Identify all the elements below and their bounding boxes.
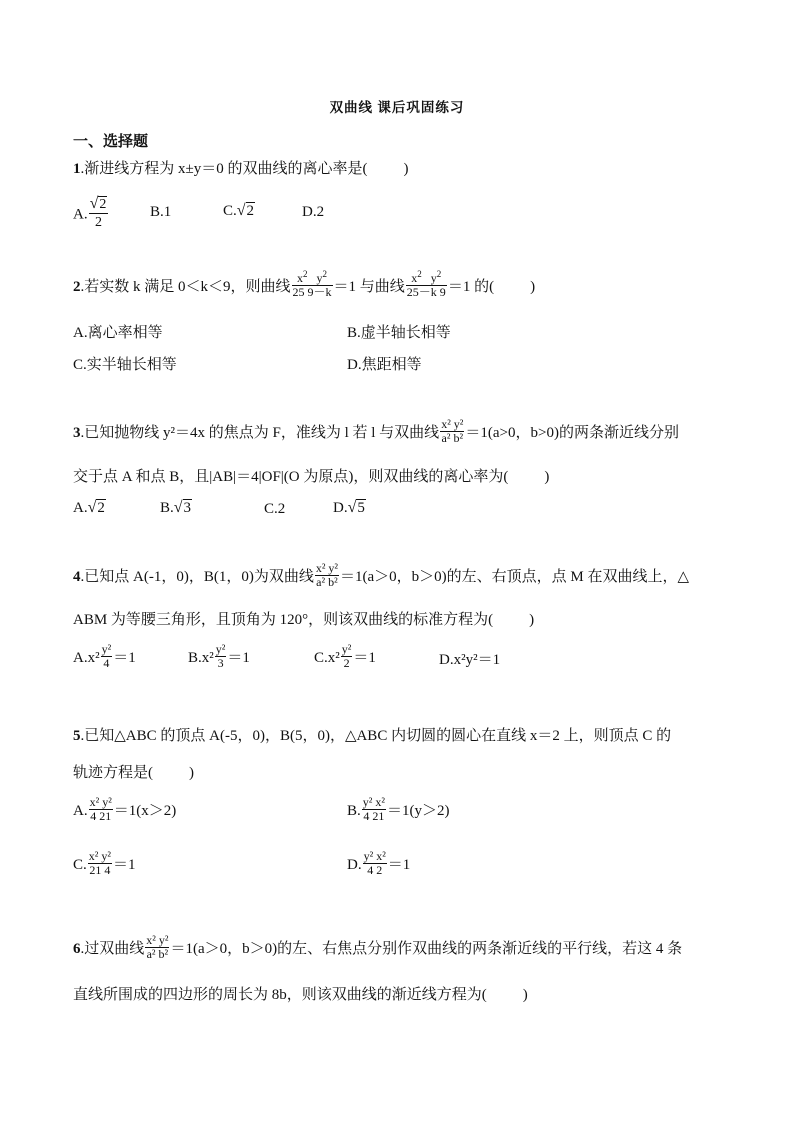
section-heading: 一、选择题 <box>73 134 149 150</box>
question-6-line-2: 直线所围成的四边形的周长为 8b，则该双曲线的渐近线方程为( ) <box>73 987 528 1003</box>
option-b: B.虚半轴长相等 <box>347 325 451 341</box>
question-2: 2.若实数 k 满足 0＜k＜9，则曲线 $\frac{x^2 y^2}{25 9-k}$ ＝1 与曲线 $\frac{x^2 y^2}{25-k 9}$ ＝1 的( ) <box>73 269 536 299</box>
option-a: A. $\frac{\text{x² y²}}{4 21}$ ＝1(x＞2) <box>73 795 177 823</box>
question-6: 6.过双曲线 $\frac{\text{x² y²}}{\text{a² b²}}$ ＝1(a＞0，b＞0)的左、右焦点分别作双曲线的两条渐近线的平行线，若这 4 条 <box>73 933 683 961</box>
fraction: $\frac{x^2 y^2}{25-k 9}$ <box>406 269 446 299</box>
fraction: $\frac{\text{x² y²}}{\text{a² b²}}$ <box>146 933 169 961</box>
question-5: 5.已知△ABC 的顶点 A(-5，0)，B(5，0)，△ABC 内切圆的圆心在直线 x＝2 上，则顶点 C 的 <box>73 728 672 744</box>
fraction: $\frac{\text{y²}}{3}$ <box>215 642 226 670</box>
question-text: .渐进线方程为 x±y＝0 的双曲线的离心率是( <box>80 161 368 177</box>
option-d: D.2 <box>302 204 325 220</box>
document-title: 双曲线 课后巩固练习 <box>329 100 465 115</box>
fraction: $\frac{\text{y² x²}}{4 2}$ <box>363 849 386 877</box>
fraction: $\frac{\text{y²}}{2}$ <box>341 642 352 670</box>
question-5-line-2: 轨迹方程是( ) <box>73 765 194 781</box>
question-number: 1 <box>73 161 81 177</box>
fraction: $\frac{√2}{2}$ <box>89 195 107 230</box>
option-d: D. $\frac{\text{y² x²}}{4 2}$ ＝1 <box>347 849 411 877</box>
option-d: D.x²y²＝1 <box>439 652 501 668</box>
option-a: A.离心率相等 <box>73 325 163 341</box>
question-3-line-2: 交于点 A 和点 B，且|AB|＝4|OF|(O 为原点)，则双曲线的离心率为( ) <box>73 469 550 485</box>
option-b: B. $\frac{\text{y² x²}}{4 21}$ ＝1(y＞2) <box>347 795 450 823</box>
option-c: C.实半轴长相等 <box>73 357 177 373</box>
option-d: D.√5 <box>333 499 365 516</box>
option-a: A.x² $\frac{\text{y²}}{4}$ ＝1 <box>73 642 136 670</box>
option-d: D.焦距相等 <box>347 357 422 373</box>
option-a: A. $\frac{√2}{2}$ <box>73 195 107 230</box>
fraction: $\frac{\text{y² x²}}{4 21}$ <box>362 795 385 823</box>
option-c: C. $\frac{\text{x² y²}}{21 4}$ ＝1 <box>73 849 136 877</box>
question-4: 4.已知点 A(-1，0)，B(1，0)为双曲线 $\frac{\text{x² y²}}{\text{a² b²}}$ ＝1(a＞0，b＞0)的左、右顶点，点 M 在双曲线上，△ <box>73 561 690 589</box>
option-b: B.√3 <box>160 499 192 516</box>
fraction: $\frac{\text{x² y²}}{4 21}$ <box>89 795 112 823</box>
option-a: A.√2 <box>73 499 105 516</box>
fraction: $\frac{x^2 y^2}{25 9-k}$ <box>292 269 332 299</box>
option-c: C.2 <box>264 501 286 517</box>
fraction: $\frac{\text{x² y²}}{\text{a² b²}}$ <box>441 417 464 445</box>
fraction: $\frac{\text{x² y²}}{\text{a² b²}}$ <box>315 561 339 589</box>
option-b: B.x² $\frac{\text{y²}}{3}$ ＝1 <box>188 642 250 670</box>
fraction: $\frac{\text{y²}}{4}$ <box>101 642 112 670</box>
fraction: $\frac{\text{x² y²}}{21 4}$ <box>88 849 111 877</box>
question-4-line-2: ABM 为等腰三角形，且顶角为 120°，则该双曲线的标准方程为( ) <box>73 612 535 628</box>
question-1: 1.渐进线方程为 x±y＝0 的双曲线的离心率是( ) <box>73 161 409 177</box>
option-c: C.x² $\frac{\text{y²}}{2}$ ＝1 <box>314 642 376 670</box>
option-c: C.√2 <box>223 202 255 219</box>
question-3: 3.已知抛物线 y²＝4x 的焦点为 F，准线为 l 若 l 与双曲线 $\frac{\text{x² y²}}{\text{a² b²}}$ ＝1(a>0，b>0)的两条渐近线分别 <box>73 417 679 445</box>
option-b: B.1 <box>150 204 172 220</box>
